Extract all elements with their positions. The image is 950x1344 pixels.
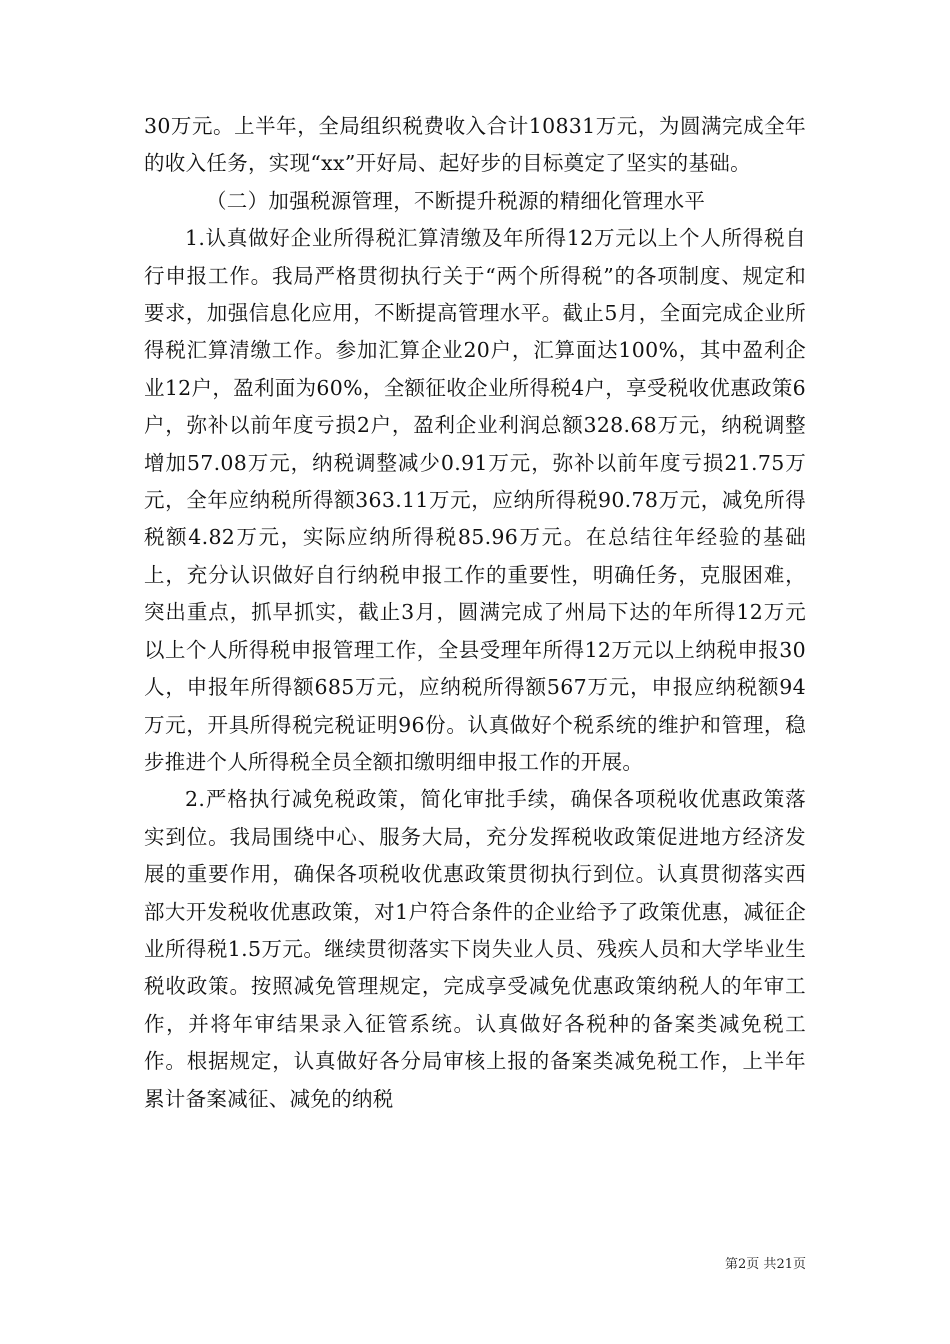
footer-suffix: 页 (792, 1257, 806, 1272)
section-heading: （二）加强税源管理，不断提升税源的精细化管理水平 (206, 188, 706, 213)
paragraph-continuation: 30万元。上半年，全局组织税费收入合计10831万元，为圆满完成全年的收入任务，实现“xx”开好局、起好步的目标奠定了坚实的基础。 (144, 114, 806, 176)
footer-middle: 页 共 (746, 1257, 777, 1272)
document-body (144, 108, 806, 1118)
footer-total-pages: 21 (776, 1257, 793, 1272)
paragraph-tax-relief: 2.严格执行减免税政策，简化审批手续，确保各项税收优惠政策落实到位。我局围绕中心、服务大局，充分发挥税收政策促进地方经济发展的重要作用，确保各项税收优惠政策贯彻执行到位。认真贯彻落实西部大开发税收优惠政策，对1户符合条件的企业给予了政策优惠，减征企业所得税1.5万元。继续贯彻落实下岗失业人员、残疾人员和大学毕业生税收政策。按照减免管理规定，完成享受减免优惠政策纳税人的年审工作，并将年审结果录入征管系统。认真做好各税种的备案类减免税工作。根据规定，认真做好各分局审核上报的备案类减免税工作，上半年累计备案减征、减免的纳税 (144, 787, 806, 1111)
page-footer (725, 1253, 806, 1272)
footer-current-page: 2 (738, 1257, 747, 1272)
paragraph-income-tax: 1.认真做好企业所得税汇算清缴及年所得12万元以上个人所得税自行申报工作。我局严格贯彻执行关于“两个所得税”的各项制度、规定和要求，加强信息化应用，不断提高管理水平。截止5月，全面完成企业所得税汇算清缴工作。参加汇算企业20户，汇算面达100%，其中盈利企业12户，盈利面为60%，全额征收企业所得税4户，享受税收优惠政策6户，弥补以前年度亏损2户，盈利企业利润总额328.68万元，纳税调整增加57.08万元，纳税调整减少0.91万元，弥补以前年度亏损21.75万元，全年应纳税所得额363.11万元，应纳所得税90.78万元，减免所得税额4.82万元，实际应纳所得税85.96万元。在总结往年经验的基础上，充分认识做好自行纳税申报工作的重要性，明确任务，克服困难，突出重点，抓早抓实，截止3月，圆满完成了州局下达的年所得12万元以上个人所得税申报管理工作，全县受理年所得12万元以上纳税申报30人，申报年所得额685万元，应纳税所得额567万元，申报应纳税额94万元，开具所得税完税证明96份。认真做好个税系统的维护和管理，稳步推进个人所得税全员全额扣缴明细申报工作的开展。 (144, 226, 806, 774)
footer-prefix: 第 (725, 1257, 739, 1272)
